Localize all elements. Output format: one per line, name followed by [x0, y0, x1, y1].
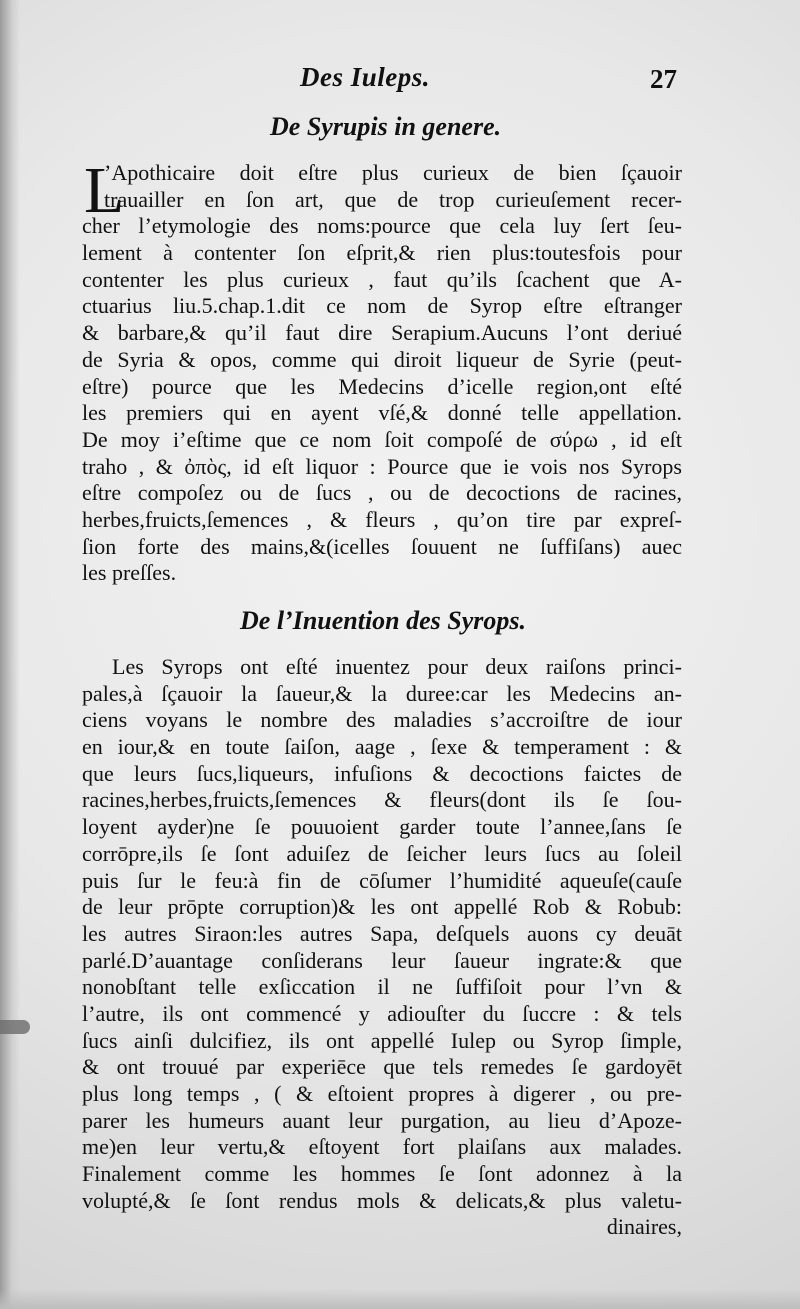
text-line: trauailler en ſon art, que de trop curieuſement recer-	[104, 186, 682, 212]
text-line: loyent ayder)ne ſe pouuoient garder toute l’annee,ſans ſe	[82, 814, 682, 840]
paragraph-de-syrupis	[82, 154, 682, 587]
page-bottom-shadow	[0, 1289, 800, 1309]
text-line: les premiers qui en ayent vſé,& donné telle appellation.	[82, 400, 682, 426]
text-line: l’autre, ils ont commencé y adiouſter du ſuccre : & tels	[82, 1000, 682, 1026]
text-line: contenter les plus curieux , faut qu’ils ſcachent que A-	[82, 266, 682, 292]
text-line: dinaires,	[606, 1214, 682, 1240]
text-line: corrōpre,ils ſe ſont aduiſez de ſeicher leurs ſucs au ſoleil	[82, 840, 682, 866]
page-edge-stain	[0, 1020, 30, 1034]
text-line: ctuarius liu.5.chap.1.dit ce nom de Syrop eſtre eſtranger	[82, 293, 682, 319]
text-line: parer les humeurs auant leur purgation, au lieu d’Apoze-	[82, 1107, 682, 1133]
text-line: eſtre) pource que les Medecins d’icelle region,ont eſté	[82, 373, 682, 399]
text-line: De moy i’eſtime que ce nom ſoit compoſé de σύρω , id eſt	[82, 426, 682, 452]
text-line: parlé.D’auantage conſiderans leur ſaueur ingrate:& que	[82, 947, 682, 973]
text-line: ſucs ainſi dulcifiez, ils ont appellé Iulep ou Syrop ſimple,	[82, 1027, 682, 1053]
text-line: cher l’etymologie des noms:pource que cela luy ſert ſeu-	[82, 213, 682, 239]
text-line: que leurs ſucs,liqueurs, infuſions & decoctions faictes de	[82, 760, 682, 786]
text-line: ciens voyans le nombre des maladies s’accroiſtre de iour	[82, 707, 682, 733]
text-line: ’Apothicaire doit eſtre plus curieux de bien ſçauoir	[104, 160, 682, 185]
text-line: me)en leur vertu,& eſtoyent fort plaiſans aux malades.	[82, 1134, 682, 1160]
text-line: pales,à ſçauoir la ſaueur,& la duree:car les Medecins an-	[82, 680, 682, 706]
drop-cap-letter: L	[84, 154, 125, 227]
text-line: traho , & ὀπὸς, id eſt liquor : Pource que ie vois nos Syrops	[82, 453, 682, 479]
text-line: de leur prōpte corruption)& les ont appellé Rob & Robub:	[82, 894, 682, 920]
text-line: volupté,& ſe ſont rendus mols & delicats,& plus valetu-	[82, 1187, 682, 1213]
text-line: puis ſur le feu:à fin de cōſumer l’humidité aqueuſe(cauſe	[82, 867, 682, 893]
text-line: les autres Siraon:les autres Sapa, deſquels auons cy deuāt	[82, 920, 682, 946]
text-line: eſtre compoſez ou de ſucs , ou de decoctions de racines,	[82, 480, 682, 506]
text-line: herbes,fruicts,ſemences , & fleurs , qu’on tire par expreſ-	[82, 506, 682, 532]
section-title-syrupis: De Syrupis in genere.	[270, 112, 502, 141]
text-line: en iour,& en toute ſaiſon, aage , ſexe & temperament : &	[82, 734, 682, 760]
text-line: nonobſtant telle exſiccation il ne ſuffiſoit pour l’vn &	[82, 974, 682, 1000]
page-fold-shadow	[0, 0, 20, 1309]
text-line: de Syria & opos, comme qui diroit liqueur de Syrie (peut-	[82, 346, 682, 372]
page-number: 27	[650, 64, 677, 94]
text-line: ſion forte des mains,&(icelles ſouuent ne ſuffiſans) auec	[82, 533, 682, 559]
text-line: racines,herbes,fruicts,ſemences & fleurs(dont ils ſe ſou-	[82, 787, 682, 813]
text-line: & barbare,& qu’il faut dire Serapium.Aucuns l’ont deriué	[82, 320, 682, 346]
running-title: Des Iuleps.	[300, 62, 431, 92]
section-title-inuention: De l’Inuention des Syrops.	[240, 606, 527, 635]
paragraph-inuention	[82, 654, 682, 1241]
text-line: lement à contenter ſon eſprit,& rien plus:toutesfois pour	[82, 240, 682, 266]
text-line: & ont trouué par experiēce que tels remedes ſe gardoyēt	[82, 1054, 682, 1080]
text-line: les preſſes.	[82, 560, 177, 586]
text-line: plus long temps , ( & eſtoient propres à digerer , ou pre-	[82, 1081, 682, 1106]
text-line: Les Syrops ont eſté inuentez pour deux raiſons princi-	[112, 654, 682, 679]
text-line: Finalement comme les hommes ſe ſont adonnez à la	[82, 1161, 682, 1187]
